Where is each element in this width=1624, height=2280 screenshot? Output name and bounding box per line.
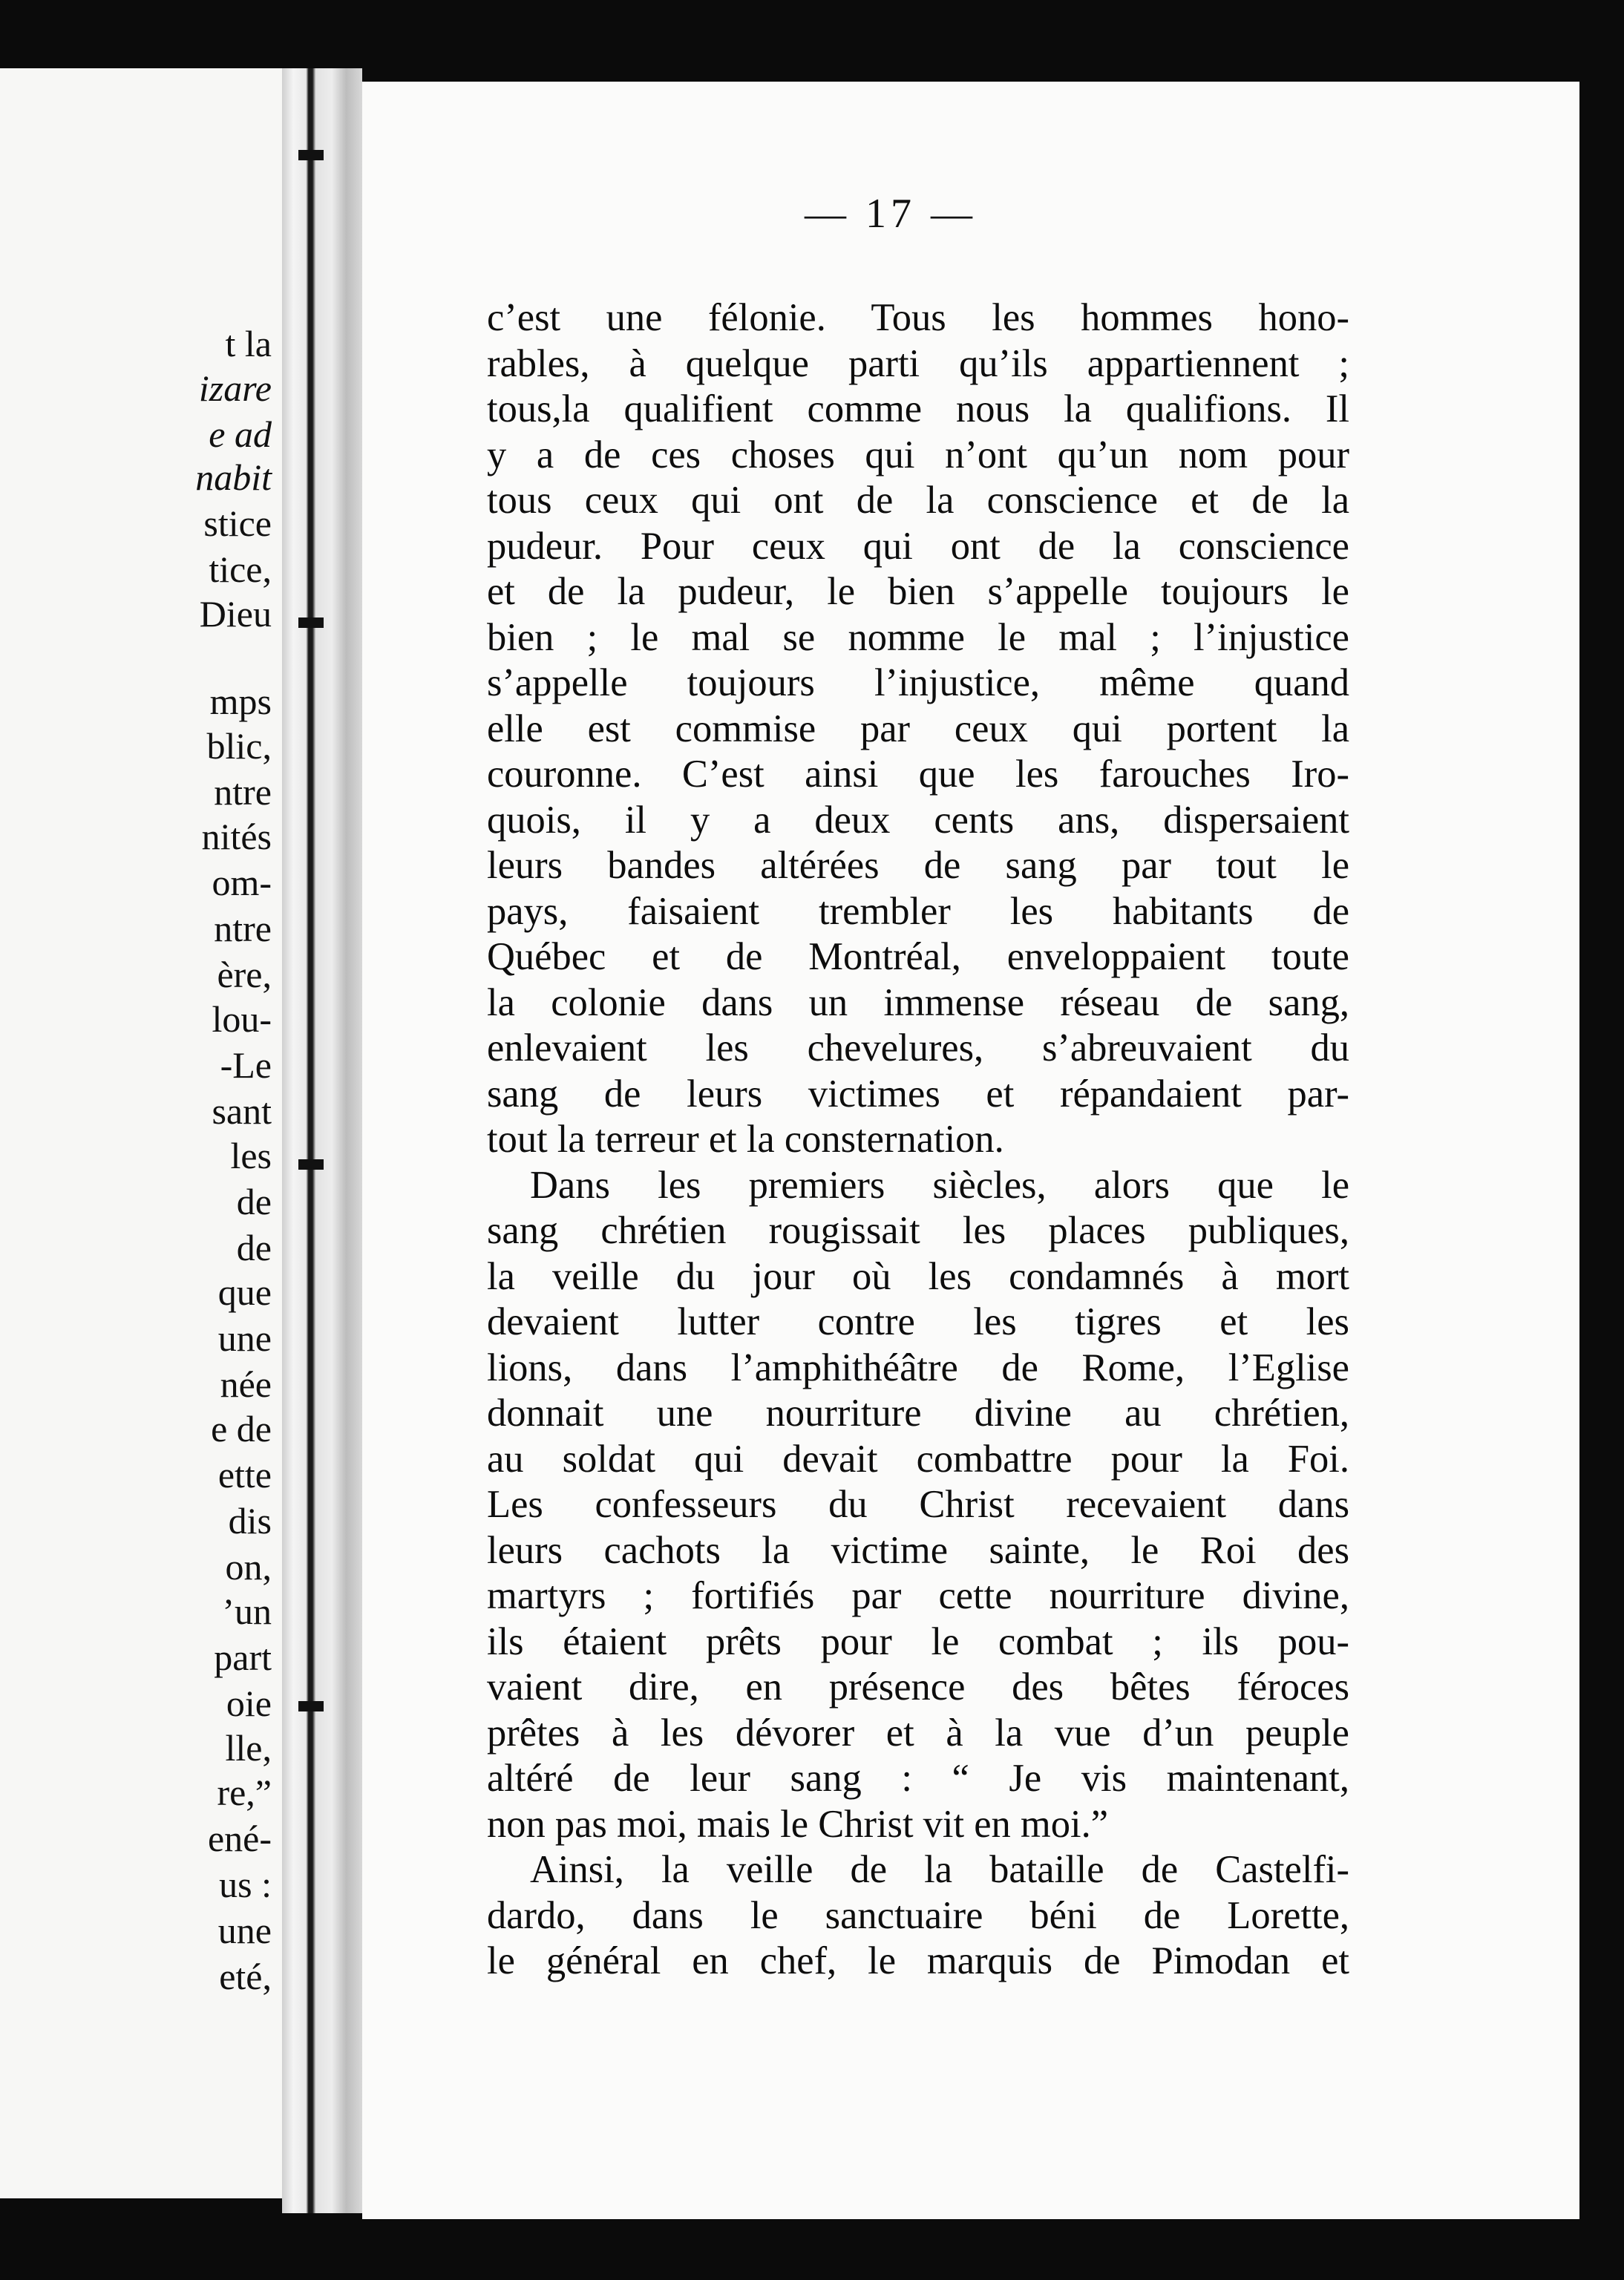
left-page-line-fragment: ntre [214, 908, 272, 949]
text-line: bien ; le mal se nomme le mal ; l’injustice [487, 615, 1349, 659]
left-page-line-fragment: les [230, 1135, 272, 1176]
text-line: sang de leurs victimes et répandaient par- [487, 1072, 1349, 1116]
binding-stitch [298, 1159, 324, 1170]
left-page-line-fragment: Dieu [199, 593, 272, 635]
left-page-line-fragment: mps [209, 681, 272, 722]
text-line: sang chrétien rougissait les places publiques, [487, 1209, 1349, 1252]
left-page-line-fragment: nités [201, 816, 272, 857]
left-page-line-fragment: e ad [209, 413, 272, 455]
left-page-line-fragment: oie [226, 1683, 272, 1724]
left-page-line-fragment: ette [217, 1454, 272, 1496]
text-line: dardo, dans le sanctuaire béni de Lorette, [487, 1893, 1349, 1937]
text-line: au soldat qui devait combattre pour la Foi. [487, 1437, 1349, 1481]
left-page-line-fragment: eté, [219, 1956, 272, 1997]
text-line: ils étaient prêts pour le combat ; ils pou- [487, 1619, 1349, 1663]
text-line: Ainsi, la veille de la bataille de Castelfi- [530, 1848, 1349, 1891]
text-line: Les confesseurs du Christ recevaient dans [487, 1483, 1349, 1526]
text-line: couronne. C’est ainsi que les farouches Iro- [487, 753, 1349, 796]
text-line: lions, dans l’amphithéâtre de Rome, l’Eglise [487, 1346, 1349, 1389]
left-page-line-fragment: de [236, 1181, 272, 1222]
page-number: — 17 — [805, 191, 977, 237]
text-line: pays, faisaient trembler les habitants de [487, 889, 1349, 933]
text-line: la colonie dans un immense réseau de sang, [487, 980, 1349, 1024]
text-line: altéré de leur sang : “ Je vis maintenant, [487, 1757, 1349, 1800]
book-binding-gutter [282, 68, 362, 2213]
text-line: la veille du jour où les condamnés à mort [487, 1254, 1349, 1298]
left-page-line-fragment: lle, [225, 1727, 272, 1769]
binding-stitch [298, 618, 324, 628]
text-line: s’appelle toujours l’injustice, même quand [487, 661, 1349, 704]
left-page-line-fragment: izare [198, 367, 272, 409]
text-line: tout la terreur et la consternation. [487, 1118, 1004, 1161]
left-page-line-fragment: ère, [217, 954, 272, 995]
left-page-line-fragment: blic, [206, 725, 272, 767]
text-line: tous,la qualifient comme nous la qualifions. Il [487, 387, 1349, 430]
text-line: non pas moi, mais le Christ vit en moi.” [487, 1802, 1109, 1846]
left-page-line-fragment: t la [225, 323, 272, 364]
left-page-line-fragment: dis [228, 1500, 272, 1542]
text-line: martyrs ; fortifiés par cette nourriture divine, [487, 1574, 1349, 1617]
left-page-line-fragment: re,” [217, 1772, 272, 1813]
text-line: le général en chef, le marquis de Pimodan et [487, 1939, 1349, 1982]
text-line: enlevaient les chevelures, s’abreuvaient du [487, 1026, 1349, 1069]
left-page-line-fragment: que [217, 1271, 272, 1313]
left-page-line-fragment: -Le [220, 1044, 272, 1086]
left-page-line-fragment: de [236, 1227, 272, 1268]
left-page-line-fragment: us : [219, 1864, 272, 1905]
text-line: Québec et de Montréal, enveloppaient toute [487, 935, 1349, 978]
text-line: leurs bandes altérées de sang par tout le [487, 844, 1349, 887]
left-page-line-fragment: ené- [207, 1818, 272, 1859]
text-line: prêtes à les dévorer et à la vue d’un peuple [487, 1711, 1349, 1755]
left-page-line-fragment: une [217, 1910, 272, 1951]
text-line: y a de ces choses qui n’ont qu’un nom pour [487, 433, 1349, 476]
text-line: rables, à quelque parti qu’ils appartiennent ; [487, 341, 1349, 385]
text-line: tous ceux qui ont de la conscience et de la [487, 479, 1349, 522]
text-line: donnait une nourriture divine au chrétien, [487, 1392, 1349, 1435]
left-page-line-fragment: nabit [195, 456, 272, 498]
text-line: pudeur. Pour ceux qui ont de la conscience [487, 524, 1349, 568]
left-page-line-fragment: part [214, 1637, 272, 1678]
text-line: Dans les premiers siècles, alors que le [530, 1163, 1349, 1207]
left-page-line-fragment: née [220, 1363, 272, 1405]
previous-page-fragment [0, 68, 282, 2198]
text-line: leurs cachots la victime sainte, le Roi des [487, 1528, 1349, 1572]
left-page-line-fragment: lou- [212, 998, 272, 1040]
text-line: c’est une félonie. Tous les hommes hono- [487, 296, 1349, 339]
body-text [487, 295, 1349, 1985]
left-page-line-fragment: tice, [209, 548, 272, 590]
text-line: vaient dire, en présence des bêtes féroces [487, 1665, 1349, 1709]
left-page-line-fragment: on, [225, 1546, 272, 1588]
text-line: quois, il y a deux cents ans, dispersaient [487, 798, 1349, 842]
left-page-line-fragment: une [217, 1317, 272, 1359]
binding-stitch [298, 150, 324, 160]
text-line: elle est commise par ceux qui portent la [487, 707, 1349, 750]
text-line: et de la pudeur, le bien s’appelle toujours le [487, 570, 1349, 613]
left-page-line-fragment: ’un [222, 1591, 272, 1632]
left-page-line-fragment: stice [203, 502, 272, 544]
left-page-line-fragment: ntre [214, 771, 272, 813]
left-page-line-fragment: om- [212, 862, 272, 903]
text-line: devaient lutter contre les tigres et les [487, 1300, 1349, 1343]
binding-stitch [298, 1701, 324, 1711]
left-page-line-fragment: e de [211, 1408, 272, 1449]
left-page-line-fragment: sant [212, 1090, 272, 1132]
